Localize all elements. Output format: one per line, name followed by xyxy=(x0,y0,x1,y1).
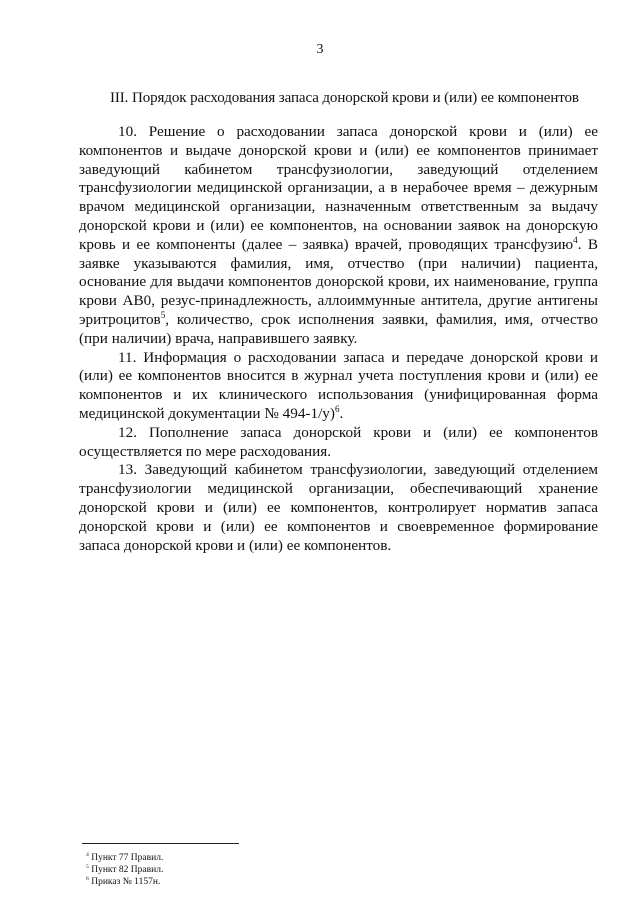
footnote-ref-5: 5 xyxy=(160,309,166,320)
footnote-text: Пункт 82 Правил. xyxy=(91,865,164,875)
footnote-5 xyxy=(86,864,163,876)
paragraph-11 xyxy=(79,349,598,424)
footnote-text: Приказ № 1157н. xyxy=(91,877,161,887)
paragraph-10 xyxy=(79,123,598,349)
footnote-number: 4 xyxy=(86,851,89,858)
footnote-ref-4: 4 xyxy=(573,234,578,245)
footnote-number: 5 xyxy=(86,863,89,870)
paragraph-10-text-3: , количество, срок исполнения заявки, фамилия, имя, отчество (при наличии) врача, направившего заявку. xyxy=(79,310,598,347)
paragraph-10-text-1: 10. Решение о расходовании запаса донорской крови и (или) ее компонентов и выдаче донорской крови и (или) ее компонентов принимает заведующий кабинетом трансфузиологии, заведующий отделением трансфузиологии медицинской организации, а в нерабочее время – дежурным врачом медицинской организации, назначенным ответственным за выдачу донорской крови и (или) ее компонентов, на основании заявок на донорскую кровь и ее компоненты (далее – заявка) врачей, проводящих трансфузию xyxy=(79,123,598,253)
footnote-ref-6: 6 xyxy=(334,403,340,414)
paragraph-11-text: 11. Информация о расходовании запаса и передаче донорской крови и (или) ее компонентов вносится в журнал учета поступления крови и (или) ее компонентов и их клинического использования (унифицированная форма медицинской документации № 494-1/у) xyxy=(79,348,598,422)
paragraph-12: 12. Пополнение запаса донорской крови и (или) ее компонентов осуществляется по мере расходования. xyxy=(79,423,598,460)
footnote-6 xyxy=(86,876,163,888)
page-number: 3 xyxy=(316,42,324,57)
footnotes xyxy=(86,852,163,888)
paragraph-10-text-2: . В заявке указываются фамилия, имя, отчество (при наличии) пациента, основание для выдачи компонентов донорской крови, их наименование, группа крови АВ0, резус-принадлежность, аллоиммунные антитела, другие антигены эритроцитов xyxy=(79,235,598,328)
footnote-text: Пункт 77 Правил. xyxy=(91,853,164,863)
paragraph-13: 13. Заведующий кабинетом трансфузиологии, заведующий отделением трансфузиологии медицинской организации, обеспечивающий хранение донорской крови и (или) ее компонентов, контролирует норматив запаса донорской крови и (или) ее компонентов и своевременное формирование запаса донорской крови и (или) ее компонентов. xyxy=(79,461,598,554)
footnote-number: 6 xyxy=(86,875,89,882)
footnote-4 xyxy=(86,852,163,864)
footnote-divider xyxy=(82,843,239,844)
body-text xyxy=(79,123,598,555)
paragraph-11-end: . xyxy=(339,404,344,422)
section-heading: III. Порядок расходования запаса донорской крови и (или) ее компонентов xyxy=(110,90,579,106)
